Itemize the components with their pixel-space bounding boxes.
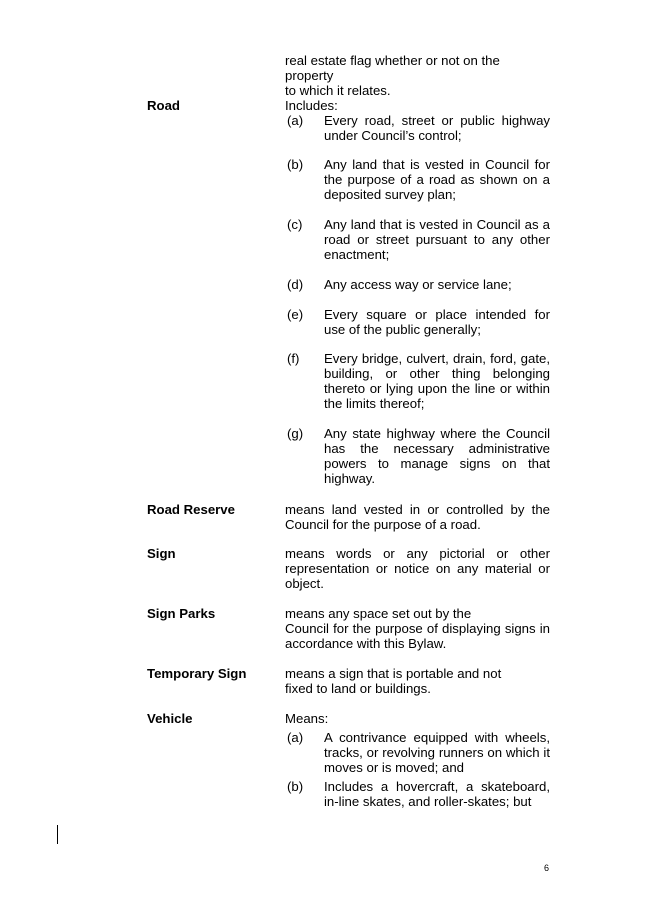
road-item-c-letter: (c) (287, 217, 303, 232)
road-reserve-text: means land vested in or controlled by the Council for the purpose of a road. (285, 502, 550, 532)
sign-parks-text (285, 606, 550, 651)
road-item-b-text: Any land that is vested in Council for the purpose of a road as shown on a deposited survey plan; (324, 157, 550, 202)
temporary-sign-line-2: fixed to land or buildings. (285, 681, 431, 696)
term-road-reserve: Road Reserve (147, 502, 235, 517)
road-item-a-letter: (a) (287, 113, 304, 128)
vehicle-item-a-letter: (a) (287, 730, 304, 745)
revision-margin-bar (57, 825, 58, 844)
vehicle-item-a-text: A contrivance equipped with wheels, tracks, or revolving runners on which it moves or is moved; and (324, 730, 550, 775)
road-item-f-letter: (f) (287, 351, 300, 366)
vehicle-item-b-letter: (b) (287, 779, 304, 794)
road-item-g-text: Any state highway where the Council has the necessary administrative powers to manage signs on that highway. (324, 426, 550, 486)
term-vehicle: Vehicle (147, 711, 193, 726)
vehicle-intro: Means: (285, 711, 329, 726)
sign-parks-line-1: means any space set out by the (285, 606, 472, 621)
road-item-e-text: Every square or place intended for use of the public generally; (324, 307, 550, 337)
road-item-e-letter: (e) (287, 307, 304, 322)
continuation-line-2: to which it relates. (285, 83, 391, 98)
sign-parks-line-2: Council for the purpose of displaying signs in accordance with this Bylaw. (285, 621, 550, 651)
road-item-d-letter: (d) (287, 277, 304, 292)
road-item-b-letter: (b) (287, 157, 304, 172)
term-temporary-sign: Temporary Sign (147, 666, 247, 681)
road-item-c-text: Any land that is vested in Council as a road or street pursuant to any other enactment; (324, 217, 550, 262)
page-number: 6 (544, 863, 550, 873)
term-sign-parks: Sign Parks (147, 606, 216, 621)
temporary-sign-text (285, 666, 550, 696)
sign-text: means words or any pictorial or other representation or notice on any material or object. (285, 546, 550, 591)
vehicle-item-b-text: Includes a hovercraft, a skateboard, in-line skates, and roller-skates; but (324, 779, 550, 809)
continuation-text (285, 53, 550, 98)
temporary-sign-line-1: means a sign that is portable and not (285, 666, 502, 681)
road-item-g-letter: (g) (287, 426, 304, 441)
term-sign: Sign (147, 546, 176, 561)
road-item-f-text: Every bridge, culvert, drain, ford, gate, building, or other thing belonging thereto or lying upon the line or within the limits thereof; (324, 351, 550, 411)
continuation-line-1: real estate flag whether or not on the property (285, 53, 500, 83)
term-road: Road (147, 98, 180, 113)
road-intro: Includes: (285, 98, 338, 113)
road-item-a-text: Every road, street or public highway under Council’s control; (324, 113, 550, 143)
road-item-d-text: Any access way or service lane; (324, 277, 512, 292)
